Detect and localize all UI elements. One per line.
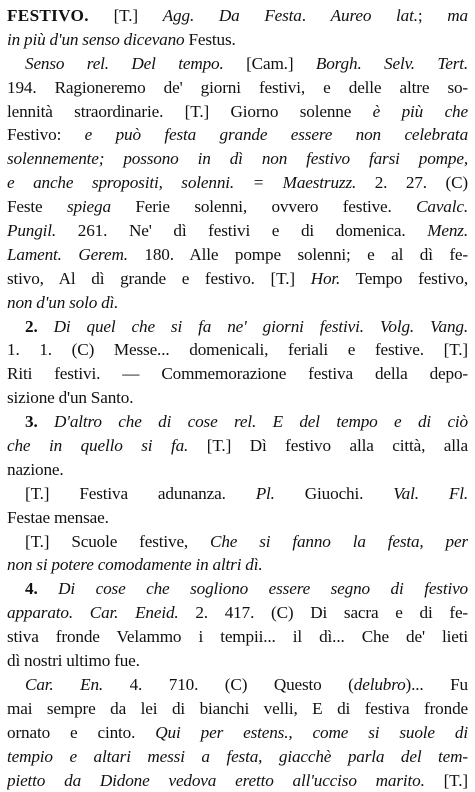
italic-text: e può festa grande essere non celebrata [85,125,468,144]
italic-text: ma [447,6,468,25]
entry-line [7,100,468,124]
italic-text: e anche spropositi, solenni. = Maestruzz. [7,173,356,192]
entry-line [7,553,468,577]
entry-text: [T.] [425,771,468,790]
italic-text: Senso rel. Del tempo. [25,54,224,73]
entry-line [7,673,468,697]
entry-line [7,769,468,792]
entry-line [7,219,468,243]
entry-line [7,4,468,28]
entry-text: [Cam.] [224,54,316,73]
entry-text: Feste [7,197,67,216]
italic-text: Pl. [256,484,275,503]
entry-text: Tempo festivo, [340,269,468,288]
entry-body [7,4,468,792]
entry-line [7,123,468,147]
italic-text: Lament. Gerem. [7,245,128,264]
italic-text: è più che [373,102,468,121]
entry-line [7,52,468,76]
entry-text: 4. 710. (C) Questo ( [103,675,354,694]
entry-text: 1. 1. (C) Messe... domenicali, feriali e festive. [T.] [7,340,468,359]
italic-text: spiega [67,197,111,216]
entry-text: 261. Ne' dì festivi e di domenica. [56,221,427,240]
entry-line [7,697,468,721]
italic-text: apparato. Car. Eneid. [7,603,179,622]
italic-text: Hor. [311,269,341,288]
italic-text: tempio e altari messi a festa, giacchè parla del tem- [7,747,468,766]
entry-line [7,171,468,195]
entry-text: Festivo: [7,125,85,144]
sense-number: 2. [25,317,38,336]
entry-line [7,243,468,267]
entry-line [7,530,468,554]
italic-text: Aureo lat. [331,6,418,25]
entry-line [7,601,468,625]
italic-text: non si potere comodamente in altri dì. [7,555,263,574]
entry-line [7,434,468,458]
entry-text: 180. Alle pompe solenni; e al dì fe- [128,245,468,264]
entry-text: Ferie solenni, ovvero festive. [111,197,416,216]
entry-text: [T.] Scuole festive, [25,532,210,551]
italic-text: delubro [354,675,406,694]
entry-text: Giuochi. [275,484,393,503]
entry-text: mai sempre da lei di bianchi velli, E di festiva fronde [7,699,468,718]
entry-text: lennità straordinarie. [T.] Giorno solenne [7,102,373,121]
entry-line [7,721,468,745]
italic-text: Car. En. [25,675,103,694]
entry-line [7,338,468,362]
italic-text: Agg. Da [163,6,265,25]
entry-text: [T.] Dì festivo alla città, alla [188,436,468,455]
entry-text [38,317,54,336]
entry-text: [T.] [89,6,163,25]
entry-text: 194. Ragioneremo de' giorni festivi, e delle altre so- [7,78,468,97]
entry-line [7,506,468,530]
italic-text: Qui per estens., come si suole di [155,723,468,742]
italic-text: Cavalc. [416,197,468,216]
italic-text: Borgh. Selv. Tert. [316,54,468,73]
italic-text: pietto da Didone vedova eretto all'ucciso marito. [7,771,425,790]
entry-line [7,625,468,649]
entry-text: . [302,6,331,25]
entry-line [7,315,468,339]
entry-line [7,267,468,291]
sense-number: 4. [25,579,38,598]
entry-text: stiva fronde Velammo i tempii... il dì... Che de' lieti [7,627,468,646]
entry-text: Festae mensae. [7,508,109,527]
entry-line [7,291,468,315]
entry-text: nazione. [7,460,64,479]
entry-line [7,195,468,219]
italic-text: Di cose che sogliono essere segno di festivo [58,579,468,598]
entry-text: 2. 27. (C) [356,173,468,192]
italic-text: Pungil. [7,221,56,240]
entry-text [38,412,54,431]
entry-line [7,745,468,769]
entry-line [7,577,468,601]
entry-line [7,649,468,673]
italic-text: Di quel che si fa ne' giorni festivi. Volg. Vang. [54,317,468,336]
entry-text: [T.] Festiva adunanza. [25,484,256,503]
italic-text: Menz. [427,221,468,240]
entry-text: stivo, Al dì grande e festivo. [T.] [7,269,311,288]
entry-line [7,410,468,434]
entry-text: )... Fu [406,675,468,694]
entry-text [38,579,59,598]
italic-text: Che si fanno la festa, per [210,532,468,551]
italic-text: non d'un solo dì. [7,293,118,312]
headword: FESTIVO. [7,6,89,25]
entry-line [7,362,468,386]
italic-text: Val. Fl. [393,484,468,503]
entry-line [7,28,468,52]
entry-line [7,76,468,100]
sense-number: 3. [25,412,38,431]
entry-text: Festus. [188,30,235,49]
entry-text: 2. 417. (C) Di sacra e di fe- [179,603,468,622]
italic-text: che in quello si fa. [7,436,188,455]
entry-line [7,458,468,482]
italic-text: in più d'un senso dicevano [7,30,188,49]
entry-text: sizione d'un Santo. [7,388,133,407]
entry-text: ornato e cinto. [7,723,155,742]
italic-text: solennemente; possono in dì non festivo farsi pompe, [7,149,468,168]
entry-line [7,147,468,171]
entry-text: Riti festivi. — Commemorazione festiva della depo- [7,364,468,383]
italic-text: D'altro che di cose rel. E del tempo e di ciò [54,412,468,431]
entry-line [7,386,468,410]
entry-text: ; [418,6,447,25]
entry-text: dì nostri ultimo fue. [7,651,140,670]
italic-text: Festa [264,6,301,25]
entry-line [7,482,468,506]
